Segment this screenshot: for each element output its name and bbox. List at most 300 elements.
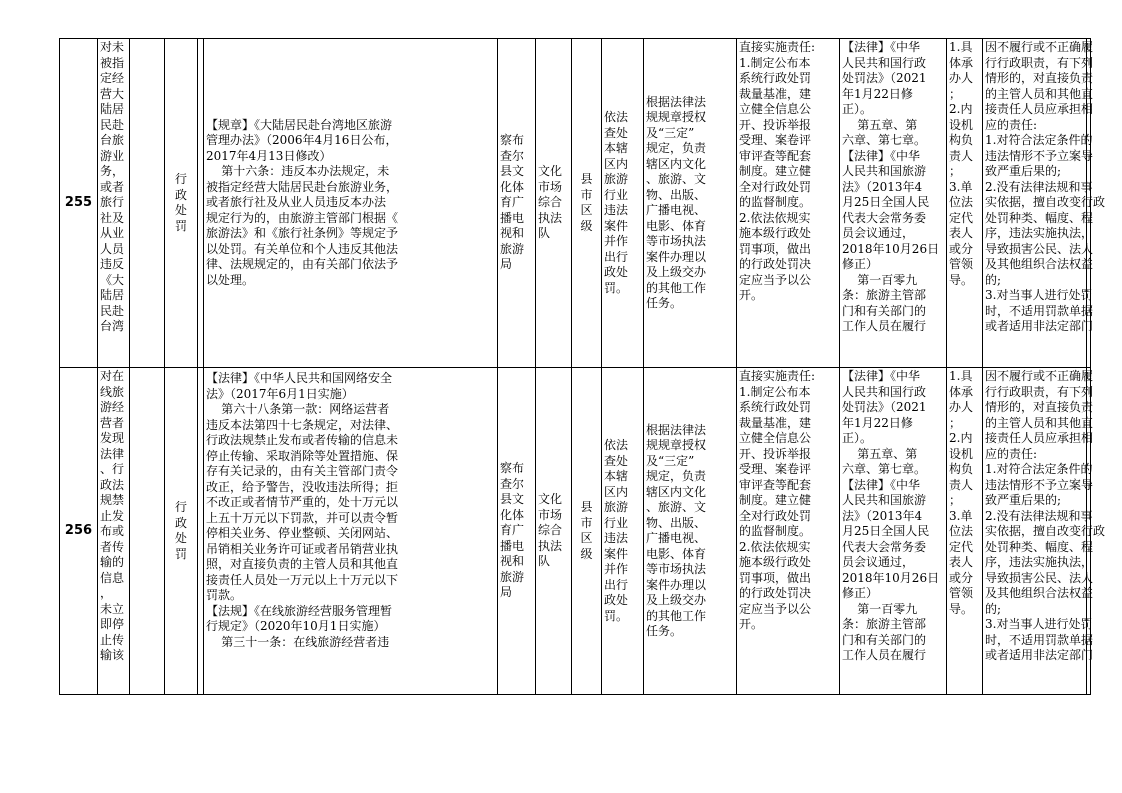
legal-basis: [204, 368, 498, 694]
text-line: 规规章授权: [646, 438, 707, 452]
text-line: 时，不适用罚款单据: [985, 632, 1094, 647]
empty-cell: [130, 368, 165, 694]
text-line: 市场: [538, 179, 563, 194]
department-text: [500, 461, 524, 601]
text-line: 全对行政处罚: [739, 508, 812, 523]
text-line: 处: [174, 203, 187, 217]
text-line: 播电: [500, 210, 525, 225]
text-line: 律、法规规定的，由有关部门依法予: [206, 257, 399, 272]
text-line: 违反: [100, 257, 125, 271]
text-line: 市: [580, 187, 593, 202]
admin-level: [572, 368, 602, 694]
text-line: 被指: [100, 55, 125, 70]
text-line: 违法情形不予立案导: [985, 477, 1094, 492]
text-line: 工作人员在履行: [842, 319, 927, 333]
duty-content: [602, 368, 644, 694]
item-number: [60, 368, 98, 694]
text-line: 旅游法》和《旅行社条例》等规定予: [206, 226, 399, 241]
text-line: 政: [174, 187, 187, 202]
text-line: 市: [580, 515, 593, 530]
text-line: 3.单: [949, 179, 973, 194]
text-line: 第十六条：违反本办法规定，未: [206, 164, 390, 179]
text-line: 及其他组织合法权益: [985, 257, 1094, 271]
text-line: 从业: [100, 226, 125, 240]
text-line: 或者适用非法定部门: [985, 648, 1094, 662]
executing-unit: [536, 368, 572, 694]
text-line: 【法律】《中华: [842, 477, 921, 492]
text-line: 行: [174, 500, 187, 514]
text-line: 旅游: [604, 500, 629, 514]
power-type: [165, 368, 198, 694]
text-line: 2.依法依规实: [739, 210, 811, 225]
text-line: 人民共和国行政: [842, 384, 927, 399]
text-line: 及“三定”: [646, 453, 695, 468]
text-line: 正）。: [842, 431, 873, 445]
text-line: 代表大会常务委: [842, 539, 927, 554]
empty-cell: [1087, 368, 1092, 694]
text-line: 游经: [100, 400, 125, 414]
text-line: 播电: [500, 538, 525, 553]
text-line: 应的责任:: [985, 117, 1038, 132]
item-name: [98, 39, 130, 367]
accountability-cases: [983, 368, 1106, 694]
text-line: 办人: [949, 71, 974, 85]
text-line: 位法: [949, 195, 974, 209]
text-line: 开。: [739, 617, 764, 631]
text-line: 止发: [100, 508, 125, 523]
text-line: 体承: [949, 384, 974, 399]
text-line: 依法: [604, 110, 629, 124]
text-line: 系统行政处罚: [739, 400, 812, 414]
text-line: 定应当予以公: [739, 272, 812, 287]
text-line: 第五章、第: [842, 117, 918, 132]
text-line: 旅游: [604, 172, 629, 186]
text-line: 上五十万元以下罚款，并可以责令暂: [206, 510, 399, 525]
text-line: 执法: [538, 538, 563, 553]
power-type-text: [167, 500, 195, 562]
text-line: 并作: [604, 234, 629, 248]
text-line: 根据法律法: [646, 94, 707, 109]
text-line: 因不履行或不正确履: [985, 369, 1094, 383]
text-line: 育广: [500, 523, 525, 538]
text-line: 区: [580, 531, 593, 545]
empty-cell: [130, 39, 165, 367]
text-line: 受理、案卷评: [739, 133, 812, 147]
text-line: 开、投诉举报: [739, 446, 812, 461]
text-line: 行行政职责，有下列: [985, 384, 1094, 399]
text-line: 裁量基准，建: [739, 86, 812, 101]
text-line: 情形的，对直接负责: [985, 400, 1094, 414]
implementing-department: [498, 39, 536, 367]
text-line: 陆居: [100, 102, 125, 116]
duty-text: [604, 110, 628, 296]
text-line: 存有关记录的，由有关主管部门责令: [206, 464, 399, 478]
text-line: 规禁: [100, 493, 125, 507]
text-line: 级: [580, 218, 593, 233]
text-line: 【规章】《大陆居民赴台湾地区旅游: [206, 117, 393, 132]
text-line: 队: [538, 226, 551, 241]
text-line: 致严重后果的;: [985, 493, 1062, 507]
text-line: 制度。建立健: [739, 493, 812, 507]
text-line: 月25日全国人民: [842, 195, 930, 209]
responsible-subject: [947, 368, 983, 694]
text-line: 法》（2013年4: [842, 508, 923, 523]
text-line: 位法: [949, 524, 974, 538]
text-line: 【法律】《中华人民共和国网络安全: [206, 371, 393, 385]
text-line: 不改正或者情节严重的，处十万元以: [206, 495, 399, 509]
text-line: 管领: [949, 586, 974, 600]
text-line: 罚款。: [206, 588, 243, 602]
text-line: 电影、体育: [646, 218, 707, 233]
text-line: 第三十一条：在线旅游经营者违: [206, 634, 390, 649]
text-line: 实依据，擅自改变行政: [985, 524, 1106, 538]
text-line: 应的责任:: [985, 446, 1038, 461]
text-line: 化体: [500, 179, 525, 194]
text-line: 以处理。: [206, 272, 255, 287]
text-line: 正）。: [842, 102, 873, 116]
text-line: 2.没有法律法规和事: [985, 179, 1093, 194]
text-line: 规定行为的，由旅游主管部门根据《: [206, 210, 399, 225]
text-line: 1.具: [949, 40, 973, 54]
text-line: 游业: [100, 148, 125, 163]
executing-unit-text: [538, 164, 562, 242]
text-line: ，: [100, 586, 113, 600]
text-line: 民赴: [100, 303, 125, 318]
item-number: [60, 39, 98, 367]
text-line: 【法律】《中华: [842, 148, 921, 163]
text-line: 的行政处罚决: [739, 257, 812, 271]
text-line: 被指定经营大陆居民赴台旅游业务，: [206, 179, 399, 194]
text-line: 罚: [174, 218, 187, 233]
text-line: 罚: [174, 546, 187, 561]
text-line: 县文: [500, 492, 525, 507]
text-line: 1.具: [949, 369, 973, 383]
text-line: 违反本法第四十七条规定，对法律、: [206, 417, 399, 432]
text-line: 责人: [949, 148, 974, 163]
text-line: 任务。: [646, 296, 683, 310]
text-line: 3.对当事人进行处罚: [985, 288, 1093, 302]
text-line: 工作人员在履行: [842, 648, 927, 662]
text-line: 构负: [949, 133, 974, 147]
text-line: 接责任人员应承担相: [985, 102, 1094, 116]
text-line: 旅游: [500, 569, 525, 584]
text-line: 务，: [100, 164, 125, 178]
text-line: 台旅: [100, 133, 125, 147]
text-line: 等市场执法: [646, 562, 707, 576]
text-line: 陆居: [100, 288, 125, 302]
text-line: 行业: [604, 187, 629, 202]
text-line: 定经: [100, 71, 125, 85]
text-line: 六章、第七章。: [842, 462, 927, 476]
text-line: 条：旅游主管部: [842, 617, 927, 631]
text-line: 开、投诉举报: [739, 117, 812, 132]
text-line: 及上级交办: [646, 593, 707, 607]
text-line: 【法规】《在线旅游经营服务管理暂: [206, 603, 393, 618]
power-type-text: [167, 172, 195, 234]
text-line: 察布: [500, 133, 525, 148]
text-line: 1.对符合法定条件的: [985, 462, 1093, 476]
text-line: 规定，负责: [646, 141, 707, 155]
authority-basis: [644, 39, 737, 367]
text-line: 或分: [949, 241, 974, 256]
authority-text: [646, 423, 706, 640]
text-line: 处: [174, 531, 187, 545]
text-line: 致严重后果的;: [985, 164, 1062, 178]
text-line: 违法: [604, 531, 629, 545]
text-line: 区: [580, 203, 593, 217]
power-type: [165, 39, 198, 367]
text-line: 案件办理以: [646, 249, 707, 264]
text-line: 布或: [100, 524, 125, 538]
text-line: 办人: [949, 400, 974, 414]
text-line: 局: [500, 257, 513, 272]
text-line: 县: [580, 172, 593, 186]
text-line: 的主管人员和其他直: [985, 86, 1094, 101]
text-line: 察布: [500, 461, 525, 476]
text-line: 2.没有法律法规和事: [985, 508, 1093, 523]
text-line: 审评查等配套: [739, 477, 812, 492]
text-line: 罚事项，做出: [739, 570, 812, 585]
text-line: ；: [949, 86, 962, 101]
text-line: 或者适用非法定部门: [985, 319, 1094, 333]
text-line: 根据法律法: [646, 422, 707, 437]
text-line: 1.制定公布本: [739, 55, 811, 70]
text-line: 条：旅游主管部: [842, 288, 927, 302]
text-line: 的其他工作: [646, 280, 707, 295]
text-line: 第一百零九: [842, 272, 918, 287]
text-line: 施本级行政处: [739, 555, 812, 569]
text-line: 开。: [739, 288, 764, 302]
table-row: [60, 368, 1106, 694]
text-line: 年1月22日修: [842, 86, 913, 101]
text-line: 以处罚。有关单位和个人违反其他法: [206, 241, 399, 256]
text-line: 序，违法实施执法，: [985, 226, 1094, 240]
text-line: 人员: [100, 241, 125, 256]
responsibility: [737, 368, 840, 694]
admin-level: [572, 39, 602, 367]
text-line: 门和有关部门的: [842, 303, 927, 318]
text-line: 育广: [500, 195, 525, 210]
text-line: 2.依法依规实: [739, 539, 811, 554]
admin-level-text: [574, 172, 599, 234]
text-line: 管理办法》（2006年4月16日公布，: [206, 133, 398, 148]
department-text: [500, 133, 524, 273]
duty-content: [602, 39, 644, 367]
text-line: 代表大会常务委: [842, 210, 927, 225]
implementing-department: [498, 368, 536, 694]
text-line: 定代: [949, 210, 974, 225]
text-line: 法》（2017年6月1日实施）: [206, 386, 354, 401]
text-line: 及“三定”: [646, 125, 695, 140]
text-line: 队: [538, 554, 551, 569]
text-line: 3.单: [949, 508, 973, 523]
text-line: 月25日全国人民: [842, 524, 930, 538]
text-line: 、旅游、文: [646, 172, 707, 186]
text-line: 电影、体育: [646, 546, 707, 561]
text-line: 发现: [100, 431, 125, 445]
text-line: 或分: [949, 570, 974, 585]
text-line: 对未: [100, 40, 125, 54]
text-line: 直接实施责任:: [739, 40, 816, 54]
text-line: 处罚种类、幅度、程: [985, 210, 1094, 225]
text-line: 辖区内文化: [646, 484, 707, 499]
text-line: 政处: [604, 265, 629, 279]
text-line: 2018年10月26日: [842, 570, 940, 585]
text-line: 物、出版、: [646, 515, 707, 530]
text-line: 即停: [100, 617, 125, 631]
text-line: 行政法规禁止发布或者传输的信息未: [206, 433, 399, 447]
text-line: 立健全信息公: [739, 102, 812, 116]
text-line: 市场: [538, 507, 563, 522]
text-line: 者传: [100, 539, 125, 554]
text-line: 修正）: [842, 257, 879, 271]
text-line: 、行: [100, 462, 125, 476]
text-line: 员会议通过，: [842, 555, 915, 569]
text-line: 导致损害公民、法人: [985, 241, 1094, 256]
text-line: 规定，负责: [646, 469, 707, 483]
item-name: [98, 368, 130, 694]
text-line: 物、出版、: [646, 187, 707, 202]
text-line: 设机: [949, 117, 974, 132]
text-line: 信息: [100, 570, 125, 585]
text-line: 依法: [604, 438, 629, 452]
text-line: 行行政职责，有下列: [985, 55, 1094, 70]
item-number-text: 256: [64, 523, 93, 539]
text-line: 门和有关部门的: [842, 632, 927, 647]
item-number-text: 255: [64, 195, 93, 211]
text-line: 行: [174, 172, 187, 186]
text-line: 的;: [985, 601, 1002, 616]
text-line: 情形的，对直接负责: [985, 71, 1094, 85]
text-line: 执法: [538, 210, 563, 225]
authority-basis: [644, 368, 737, 694]
text-line: 审评查等配套: [739, 148, 812, 163]
responsibility: [737, 39, 840, 367]
text-line: 第六十八条第一款：网络运营者: [206, 402, 390, 416]
duty-text: [604, 438, 628, 624]
text-line: 本辖: [604, 469, 629, 483]
executing-unit: [536, 39, 572, 367]
text-line: 立健全信息公: [739, 431, 812, 445]
text-line: 输该: [100, 648, 125, 662]
text-line: 的监督制度。: [739, 195, 812, 209]
text-line: 罚。: [604, 608, 629, 623]
text-line: 县: [580, 500, 593, 514]
text-line: 员会议通过，: [842, 226, 915, 240]
text-line: 旅行: [100, 195, 125, 209]
text-line: 接责任人员处一万元以上十万元以下: [206, 572, 399, 587]
text-line: 直接实施责任:: [739, 369, 816, 383]
text-line: 【法律】《中华: [842, 40, 921, 54]
table-row: [60, 39, 1106, 368]
text-line: 人民共和国行政: [842, 55, 927, 70]
text-line: 案件: [604, 546, 629, 561]
text-line: 停相关业务、停业整顿、关闭网站、: [206, 526, 399, 540]
text-line: 因不履行或不正确履: [985, 40, 1094, 54]
text-line: 系统行政处罚: [739, 71, 812, 85]
text-line: 受理、案卷评: [739, 462, 812, 476]
text-line: 营者: [100, 415, 125, 430]
text-line: 出行: [604, 577, 629, 592]
text-line: 旅游: [500, 241, 525, 256]
text-line: 的监督制度。: [739, 524, 812, 538]
text-line: 第一百零九: [842, 601, 918, 616]
text-line: 出行: [604, 249, 629, 264]
text-line: 案件办理以: [646, 577, 707, 592]
text-line: 区内: [604, 484, 629, 499]
text-line: 1.制定公布本: [739, 384, 811, 399]
text-line: 照，对直接负责的主管人员和其他直: [206, 557, 399, 571]
text-line: 时，不适用罚款单据: [985, 303, 1094, 318]
text-line: 裁量基准，建: [739, 415, 812, 430]
text-line: 本辖: [604, 141, 629, 155]
text-line: 《大: [100, 272, 125, 287]
text-line: 行规定》（2020年10月1日实施）: [206, 619, 386, 633]
text-line: 全对行政处罚: [739, 179, 812, 194]
text-line: 止传: [100, 632, 125, 647]
text-line: 法律: [100, 446, 125, 461]
text-line: 法》（2013年4: [842, 179, 923, 194]
text-line: 六章、第七章。: [842, 133, 927, 147]
text-line: 行业: [604, 515, 629, 530]
text-line: 辖区内文化: [646, 156, 707, 171]
legal-basis: [204, 39, 498, 367]
text-line: 导。: [949, 272, 974, 287]
penalty-table: [59, 38, 1106, 695]
text-line: ；: [949, 415, 962, 430]
text-line: 处罚种类、幅度、程: [985, 539, 1094, 554]
text-line: 表人: [949, 226, 974, 240]
accountability-law: [840, 368, 947, 694]
text-line: 查处: [604, 125, 629, 140]
text-line: 局: [500, 585, 513, 600]
text-line: 序，违法实施执法，: [985, 555, 1094, 569]
text-line: 2.内: [949, 102, 973, 116]
legal-basis-text: [206, 118, 398, 289]
text-line: 体承: [949, 55, 974, 70]
text-line: 罚。: [604, 280, 629, 295]
text-line: 广播电视、: [646, 203, 707, 217]
text-line: 未立: [100, 601, 125, 616]
text-line: 规规章授权: [646, 110, 707, 124]
text-line: 停止传输、采取消除等处置措施、保: [206, 448, 399, 463]
text-line: 2.内: [949, 431, 973, 445]
text-line: 的其他工作: [646, 608, 707, 623]
text-line: 查处: [604, 453, 629, 468]
text-line: 1.对符合法定条件的: [985, 133, 1093, 147]
text-line: 案件: [604, 218, 629, 233]
text-line: 处罚法》（2021: [842, 400, 927, 414]
text-line: 或者: [100, 179, 125, 194]
text-line: 广播电视、: [646, 531, 707, 545]
text-line: 文化: [538, 492, 563, 507]
text-line: 导致损害公民、法人: [985, 570, 1094, 585]
text-line: 3.对当事人进行处罚: [985, 617, 1093, 631]
text-line: 构负: [949, 462, 974, 476]
text-line: 线旅: [100, 384, 125, 399]
admin-level-text: [574, 500, 599, 562]
text-line: 2018年10月26日: [842, 241, 940, 256]
text-line: 表人: [949, 555, 974, 569]
text-line: 人民共和国旅游: [842, 493, 927, 507]
text-line: 民赴: [100, 117, 125, 132]
text-line: 第五章、第: [842, 446, 918, 461]
text-line: 年1月22日修: [842, 415, 913, 430]
text-line: 或者旅行社及从业人员违反本办法: [206, 195, 387, 210]
text-line: 吊销相关业务许可证或者吊销营业执: [206, 541, 399, 556]
text-line: 台湾: [100, 319, 125, 333]
responsible-subject: [947, 39, 983, 367]
